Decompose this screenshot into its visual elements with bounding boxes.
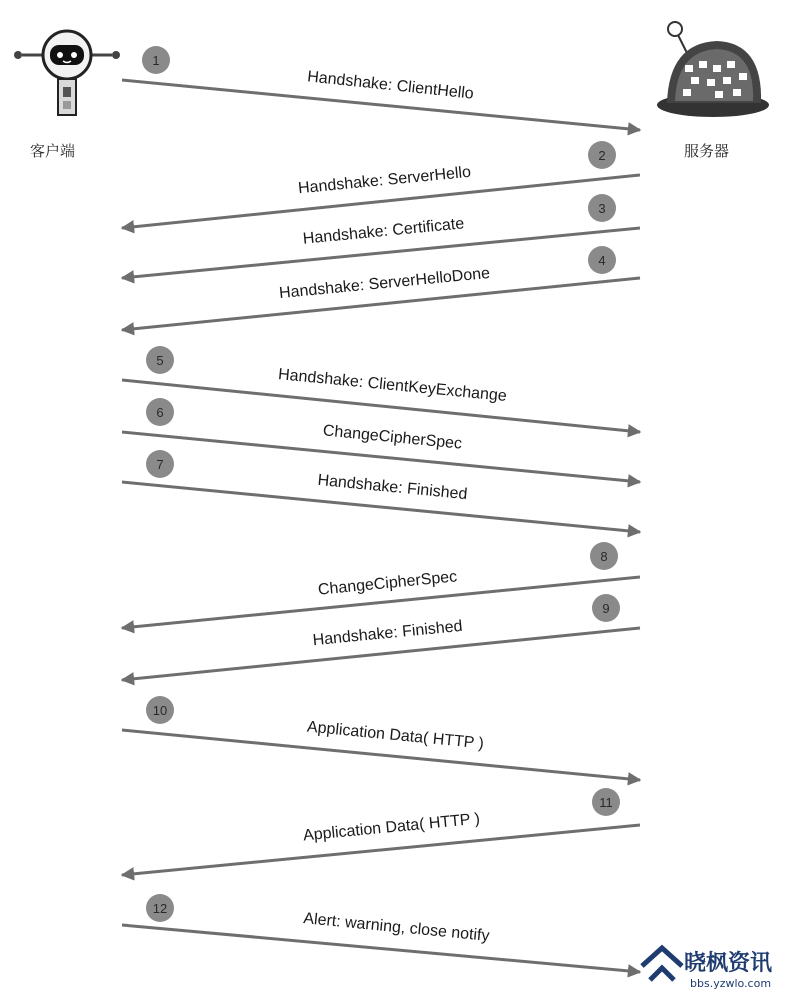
message-label-2: Handshake: ServerHello (297, 163, 472, 198)
step-number-3: 3 (598, 201, 606, 216)
watermark-name: 晓枫资讯 (684, 951, 773, 976)
house-logo-icon (640, 944, 684, 982)
server-label: 服务器 (684, 142, 730, 160)
step-number-10: 10 (152, 703, 168, 718)
step-number-9: 9 (602, 601, 610, 616)
message-label-9: Handshake: Finished (311, 617, 464, 650)
message-label-8: ChangeCipherSpec (317, 568, 458, 599)
step-number-6: 6 (156, 405, 164, 420)
message-label-10: Application Data( HTTP ) (306, 718, 485, 753)
step-number-12: 12 (152, 901, 168, 916)
step-number-7: 7 (156, 457, 164, 472)
client-label: 客户端 (30, 142, 76, 160)
message-label-11: Application Data( HTTP ) (302, 810, 481, 845)
watermark-url: bbs.yzwlo.com (690, 977, 772, 990)
message-label-3: Handshake: Certificate (302, 215, 465, 248)
watermark (638, 944, 798, 996)
step-number-11: 11 (599, 795, 613, 810)
message-label-4: Handshake: ServerHelloDone (278, 264, 491, 303)
step-number-4: 4 (598, 253, 606, 268)
message-label-7: Handshake: Finished (316, 471, 469, 504)
step-number-5: 5 (156, 353, 164, 368)
message-label-6: ChangeCipherSpec (322, 422, 463, 453)
step-number-8: 8 (600, 549, 608, 564)
message-label-5: Handshake: ClientKeyExchange (277, 366, 508, 405)
message-label-12: Alert: warning, close notify (302, 910, 491, 945)
step-number-1: 1 (152, 53, 160, 68)
step-number-2: 2 (598, 148, 606, 163)
message-label-1: Handshake: ClientHello (306, 68, 475, 103)
